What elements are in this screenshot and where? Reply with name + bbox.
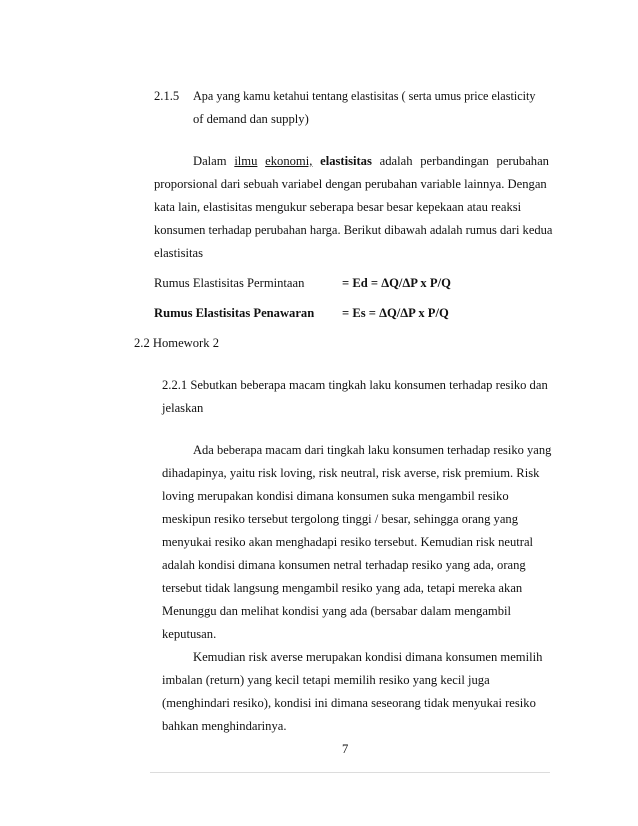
question-text: 2.2.1 Sebutkan beberapa macam tingkah laku konsumen terhadap resiko dan <box>162 378 548 392</box>
footer-divider <box>150 772 550 773</box>
word: perubahan <box>496 154 549 168</box>
term-elastisitas: elastisitas <box>320 154 372 168</box>
paragraph-line: bahkan menghindarinya. <box>162 719 287 733</box>
paragraph-line: (menghindari resiko), kondisi ini dimana seseorang tidak menyukai resiko <box>162 696 536 710</box>
link-ilmu[interactable]: ilmu <box>234 154 258 168</box>
section-heading: 2.2 Homework 2 <box>134 336 219 350</box>
paragraph-line: Menunggu dan melihat kondisi yang ada (bersabar dalam mengambil <box>162 604 512 618</box>
paragraph-line: Ada beberapa macam dari tingkah laku konsumen terhadap resiko yang <box>193 443 552 457</box>
formula-supply: = Es = ΔQ/ΔP x P/Q <box>342 306 449 320</box>
paragraph-line: menyukai resiko akan menghadapi resiko tersebut. Kemudian risk neutral <box>162 535 534 549</box>
formula-label-supply: Rumus Elastisitas Penawaran <box>154 306 315 320</box>
page-number: 7 <box>342 742 349 756</box>
paragraph-line: dihadapinya, yaitu risk loving, risk neutral, risk averse, risk premium. Risk <box>162 466 540 480</box>
question-text: Apa yang kamu ketahui tentang elastisitas ( serta umus price elasticity <box>193 89 536 103</box>
paragraph-line: adalah kondisi dimana konsumen netral terhadap resiko yang ada, orang <box>162 558 526 572</box>
paragraph-line: kata lain, elastisitas mengukur seberapa besar besar kepekaan atau reaksi <box>154 200 522 214</box>
formula-label-demand: Rumus Elastisitas Permintaan <box>154 276 305 290</box>
paragraph-line: tersebut tidak langsung mengambil resiko yang ada, tetapi mereka akan <box>162 581 523 595</box>
question-text-cont: jelaskan <box>162 401 204 415</box>
formula-demand: = Ed = ΔQ/ΔP x P/Q <box>342 276 451 290</box>
paragraph-line: elastisitas <box>154 246 203 260</box>
paragraph-line: loving merupakan kondisi dimana konsumen suka mengambil resiko <box>162 489 509 503</box>
paragraph-line: proporsional dari sebuah variabel dengan perubahan variable lainnya. Dengan <box>154 177 547 191</box>
word: Dalam <box>193 154 227 168</box>
word: perbandingan <box>420 154 489 168</box>
paragraph-line: keputusan. <box>162 627 217 641</box>
paragraph-line: meskipun resiko tersebut tergolong tinggi / besar, sehingga orang yang <box>162 512 519 526</box>
link-ekonomi[interactable]: ekonomi, <box>265 154 313 168</box>
paragraph-line: konsumen terhadap perubahan harga. Berikut dibawah adalah rumus dari kedua <box>154 223 553 237</box>
paragraph-line: Kemudian risk averse merupakan kondisi dimana konsumen memilih <box>193 650 543 664</box>
word: adalah <box>379 154 413 168</box>
paragraph-line: imbalan (return) yang kecil tetapi memilih resiko yang kecil juga <box>162 673 490 687</box>
question-text-cont: of demand dan supply) <box>193 112 309 126</box>
paragraph-line <box>193 154 549 169</box>
section-number: 2.1.5 <box>154 89 180 103</box>
